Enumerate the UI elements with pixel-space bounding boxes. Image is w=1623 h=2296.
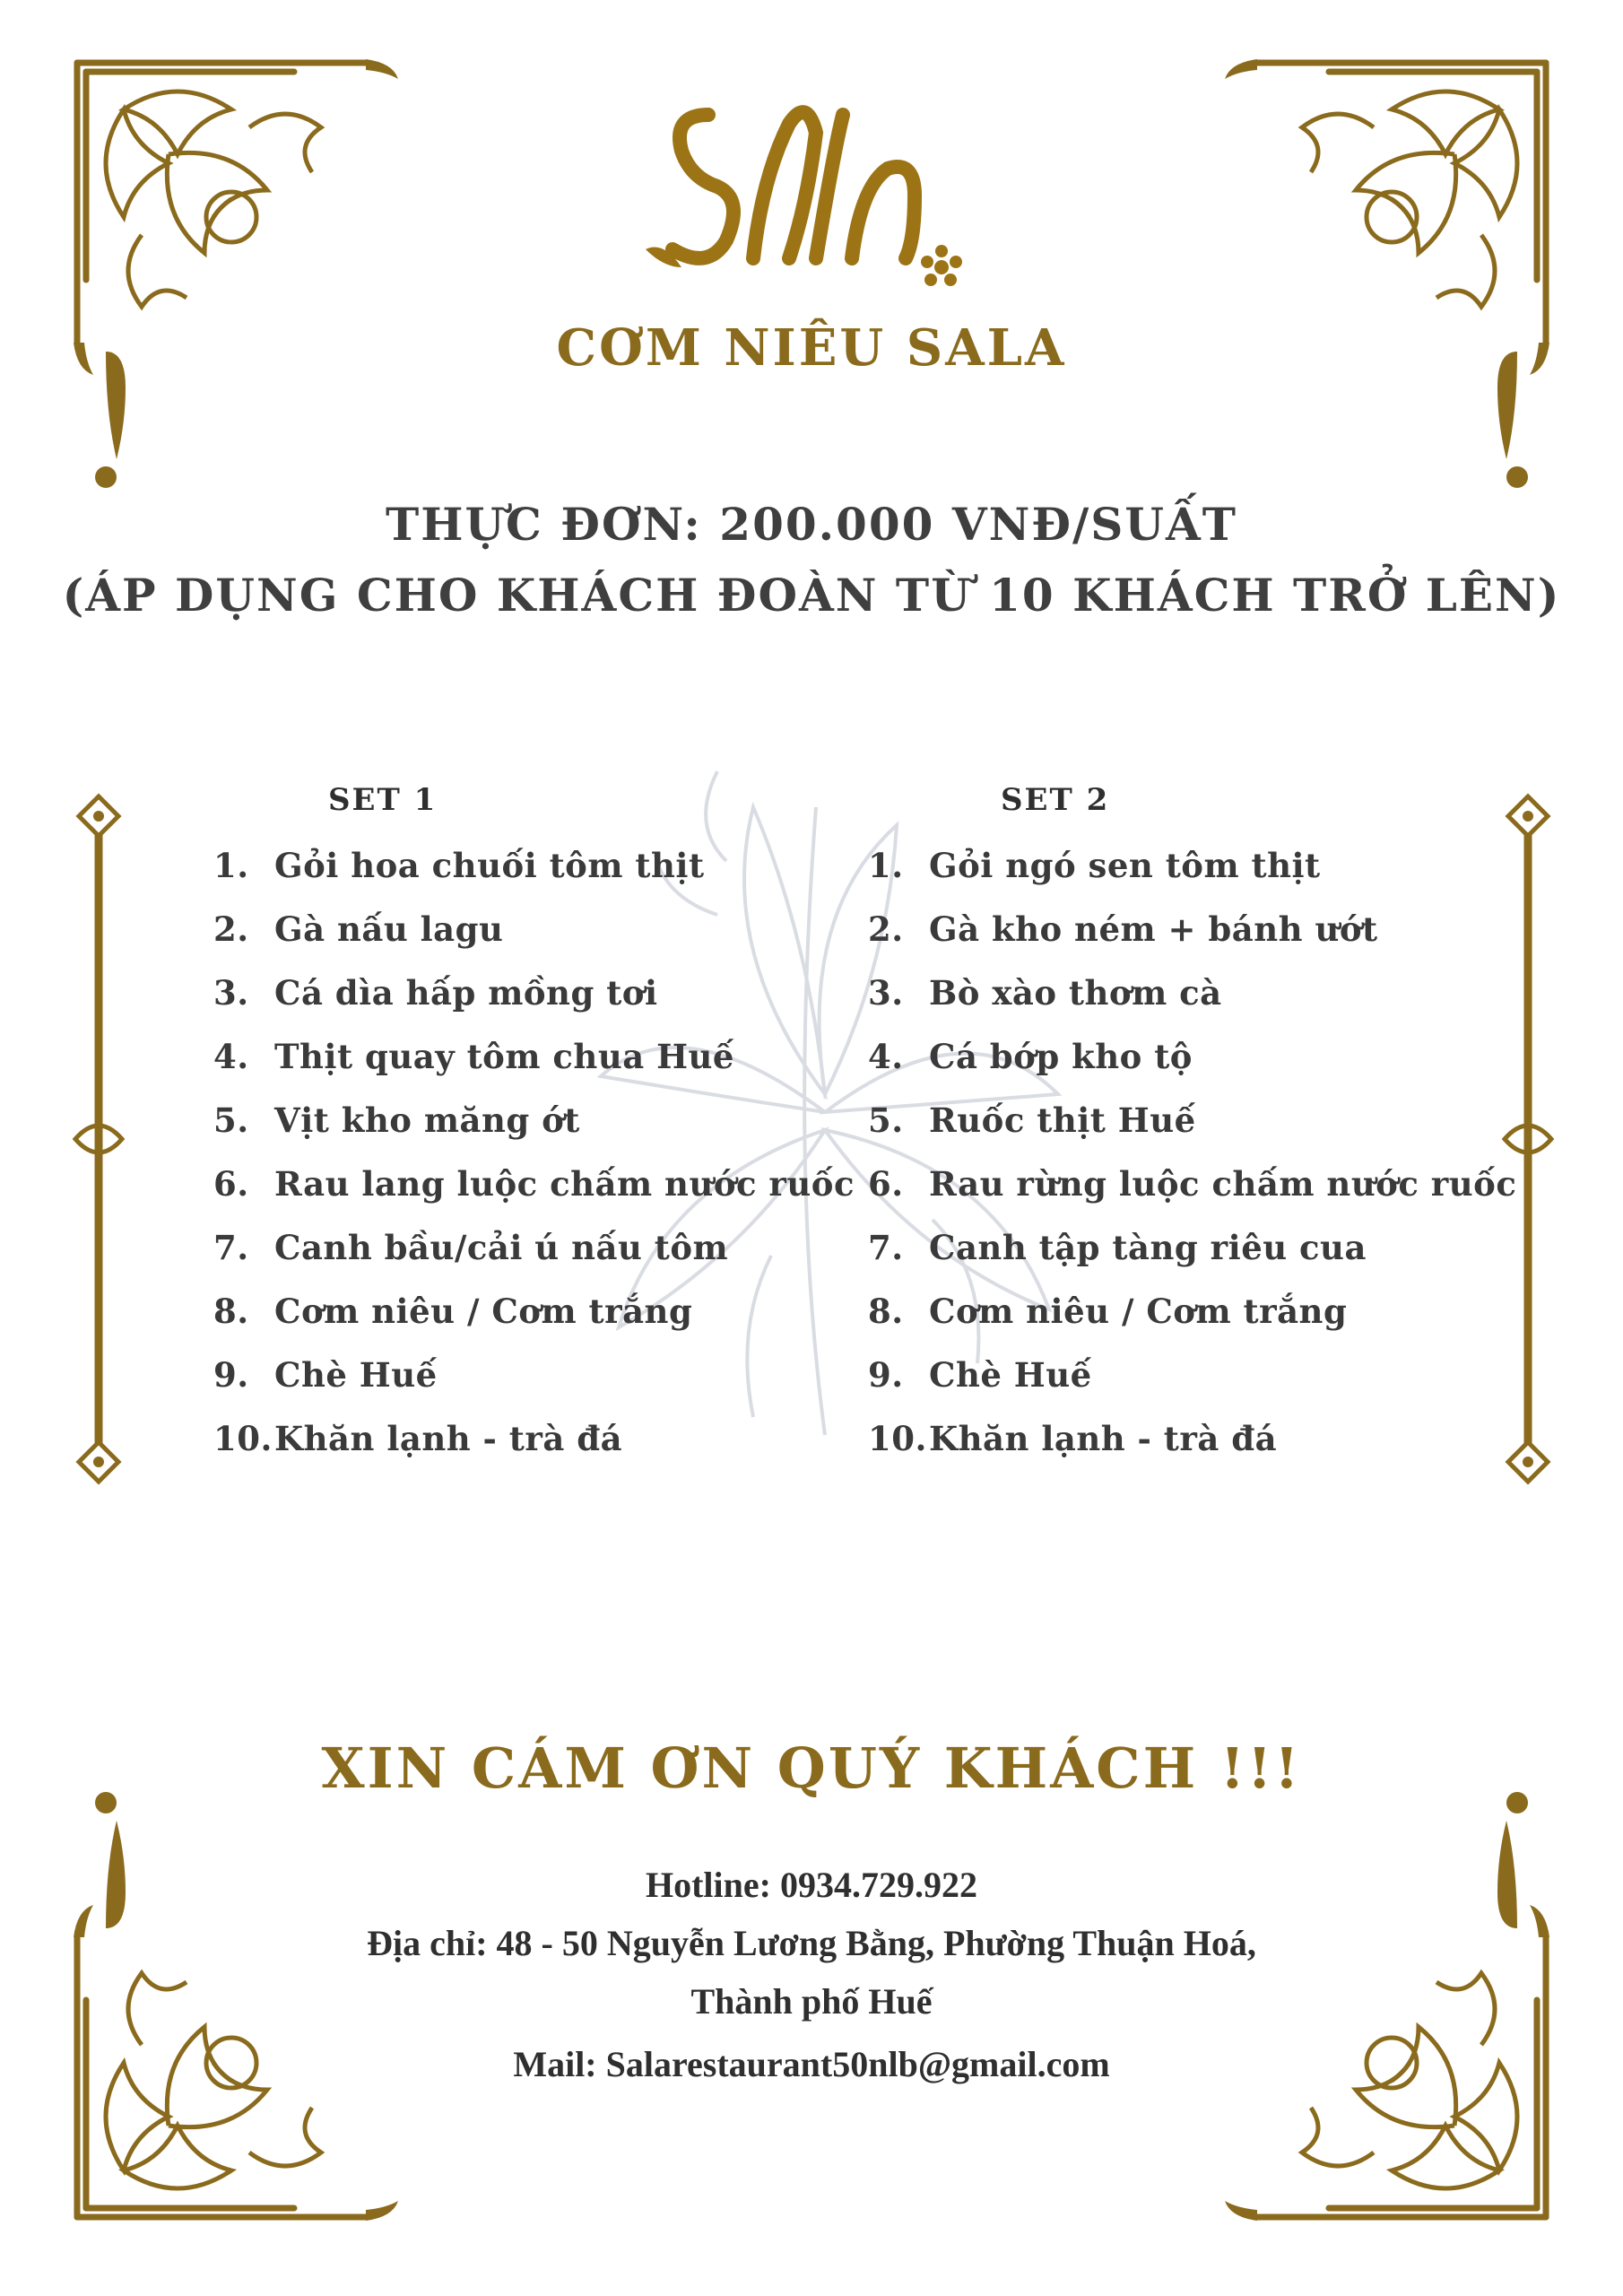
item-number: 9.	[868, 1355, 904, 1395]
list-item	[868, 898, 1516, 961]
item-number: 10.	[213, 1419, 273, 1458]
list-item	[213, 1407, 855, 1471]
item-name: Canh bầu/cải ú nấu tôm	[274, 1228, 729, 1267]
list-item	[213, 1216, 855, 1280]
item-number: 5.	[868, 1100, 904, 1140]
item-name: Cá dìa hấp mồng tơi	[274, 973, 658, 1013]
item-number: 7.	[868, 1228, 904, 1267]
list-item	[868, 1089, 1516, 1152]
sala-logo-icon	[646, 79, 968, 294]
item-name: Vịt kho măng ớt	[274, 1100, 580, 1140]
item-name: Rau rừng luộc chấm nước ruốc	[929, 1164, 1517, 1204]
address-line-1: Địa chỉ: 48 - 50 Nguyễn Lương Bằng, Phường Thuận Hoá,	[367, 1923, 1256, 1963]
address-line-2: Thành phố Huế	[690, 1981, 933, 2022]
item-number: 7.	[213, 1228, 249, 1267]
item-name: Gỏi hoa chuối tôm thịt	[274, 846, 705, 885]
item-name: Gà nấu lagu	[274, 909, 504, 949]
list-item	[213, 1089, 855, 1152]
item-name: Cá bớp kho tộ	[929, 1037, 1193, 1076]
item-name: Chè Huế	[274, 1355, 438, 1395]
item-name: Rau lang luộc chấm nước ruốc	[274, 1164, 855, 1204]
menu-condition-heading: (ÁP DỤNG CHO KHÁCH ĐOÀN TỪ 10 KHÁCH TRỞ LÊN)	[62, 569, 1561, 622]
mail-text: Mail: Salarestaurant50nlb@gmail.com	[513, 2044, 1110, 2084]
set-title: SET 1	[328, 782, 438, 818]
item-number: 4.	[213, 1037, 249, 1076]
item-number: 1.	[868, 846, 904, 885]
item-name: Thịt quay tôm chua Huế	[274, 1037, 734, 1076]
item-number: 2.	[213, 909, 249, 949]
brand-name: CƠM NIÊU SALA	[556, 318, 1067, 378]
corner-flourish-icon	[1069, 56, 1553, 540]
set-2	[868, 782, 1516, 1471]
list-item	[868, 961, 1516, 1025]
item-number: 2.	[868, 909, 904, 949]
item-number: 10.	[868, 1419, 927, 1458]
thank-you-text: XIN CÁM ƠN QUÝ KHÁCH !!!	[321, 1735, 1302, 1801]
list-item	[213, 1280, 855, 1344]
item-number: 8.	[868, 1292, 904, 1331]
item-name: Cơm niêu / Cơm trắng	[929, 1292, 1348, 1331]
item-name: Ruốc thịt Huế	[929, 1100, 1196, 1140]
item-number: 9.	[213, 1355, 249, 1395]
list-item	[213, 834, 855, 898]
item-number: 1.	[213, 846, 249, 885]
item-name: Gà kho ném + bánh ướt	[929, 909, 1378, 949]
list-item	[213, 1344, 855, 1407]
item-number: 3.	[213, 973, 249, 1013]
corner-flourish-icon	[70, 56, 554, 540]
list-item	[868, 1280, 1516, 1344]
list-item	[868, 1152, 1516, 1216]
item-number: 3.	[868, 973, 904, 1013]
list-item	[213, 961, 855, 1025]
list-item	[868, 1344, 1516, 1407]
menu-price-heading: THỰC ĐƠN: 200.000 VNĐ/SUẤT	[385, 498, 1238, 551]
item-number: 8.	[213, 1292, 249, 1331]
list-item	[213, 898, 855, 961]
item-name: Bò xào thơm cà	[929, 973, 1222, 1013]
item-name: Khăn lạnh - trà đá	[274, 1419, 623, 1458]
item-number: 4.	[868, 1037, 904, 1076]
item-name: Cơm niêu / Cơm trắng	[274, 1292, 693, 1331]
item-name: Khăn lạnh - trà đá	[929, 1419, 1278, 1458]
list-item	[213, 1025, 855, 1089]
set-title: SET 2	[1001, 782, 1110, 818]
item-name: Canh tập tàng riêu cua	[929, 1228, 1367, 1267]
set-1	[213, 782, 855, 1471]
list-item	[868, 1216, 1516, 1280]
list-item	[868, 1407, 1516, 1471]
item-number: 6.	[213, 1164, 249, 1204]
side-rail-icon	[72, 789, 126, 1489]
item-name: Gỏi ngó sen tôm thịt	[929, 846, 1321, 885]
list-item	[213, 1152, 855, 1216]
item-number: 5.	[213, 1100, 249, 1140]
list-item	[868, 1025, 1516, 1089]
hotline-text: Hotline: 0934.729.922	[646, 1865, 977, 1905]
item-name: Chè Huế	[929, 1355, 1092, 1395]
list-item	[868, 834, 1516, 898]
item-number: 6.	[868, 1164, 904, 1204]
